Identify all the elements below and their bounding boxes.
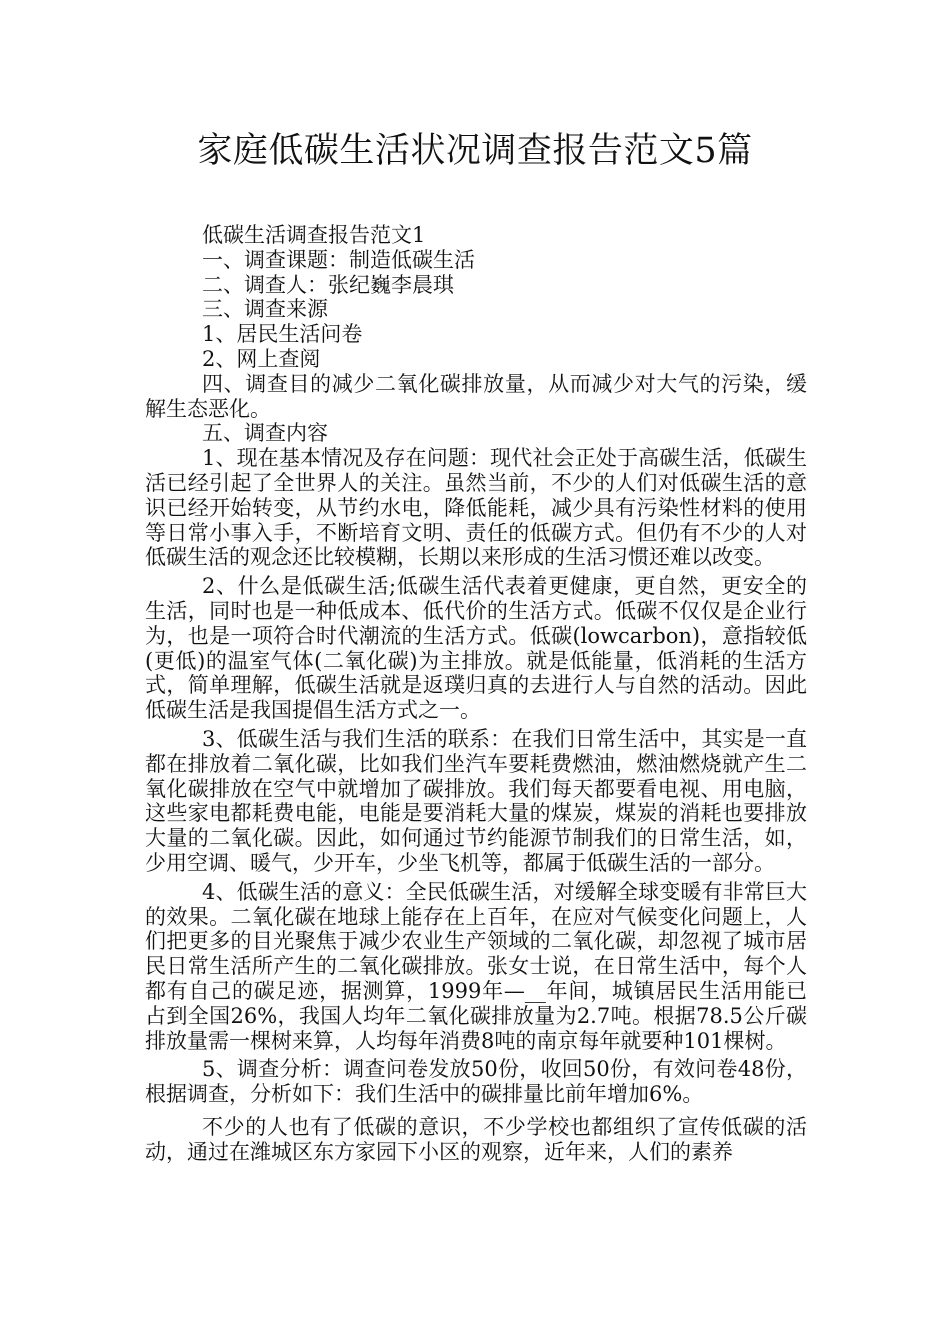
paragraph-source-2: 2、网上查阅 xyxy=(202,346,321,371)
paragraph-section-heading: 低碳生活调查报告范文1 xyxy=(202,223,426,247)
paragraph-content-3: 3、低碳生活与我们生活的联系：在我们日常生活中，其实是一直都在排放着二氧化碳，比如我们坐汽车要耗费燃油，燃油燃烧就产生二氧化碳排放在空气中就增加了碳排放。我们每天都要看电视、用电脑，这些家电都耗费电能，电能是要消耗大量的煤炭，煤炭的消耗也要排放大量的二氧化碳。因此，如何通过节约能源节制我们的日常生活，如，少用空调、暖气，少开车，少坐飞机等，都属于低碳生活的一部分。 xyxy=(145,726,807,875)
paragraph-content-2: 2、什么是低碳生活;低碳生活代表着更健康，更自然，更安全的生活，同时也是一种低成本、低代价的生活方式。低碳不仅仅是企业行为，也是一项符合时代潮流的生活方式。低碳(lowcarbon)，意指较低(更低)的温室气体(二氧化碳)为主排放。就是低能量，低消耗的生活方式，简单理解，低碳生活就是返璞归真的去进行人与自然的活动。因此低碳生活是我国提倡生活方式之一。 xyxy=(145,574,807,723)
paragraph-source-1: 1、居民生活问卷 xyxy=(202,322,363,347)
document-body xyxy=(145,223,807,1164)
paragraph-sources-heading: 三、调查来源 xyxy=(202,297,328,322)
paragraph-content-heading: 五、调查内容 xyxy=(202,421,328,446)
document-title: 家庭低碳生活状况调查报告范文5篇 xyxy=(197,131,753,171)
paragraph-investigators: 二、调查人：张纪巍李晨琪 xyxy=(202,272,454,297)
paragraph-purpose: 四、调查目的减少二氧化碳排放量，从而减少对大气的污染，缓解生态恶化。 xyxy=(145,371,807,421)
paragraph-content-4: 4、低碳生活的意义：全民低碳生活，对缓解全球变暖有非常巨大的效果。二氧化碳在地球上能存在上百年，在应对气候变化问题上，人们把更多的目光聚焦于减少农业生产领域的二氧化碳，却忽视了城市居民日常生活所产生的二氧化碳排放。张女士说，在日常生活中，每个人都有自己的碳足迹，据测算，1999年—__年间，城镇居民生活用能已占到全国26%，我国人均年二氧化碳排放量为2.7吨。根据78.5公斤碳排放量需一棵树来算，人均每年消费8吨的南京每年就要种101棵树。 xyxy=(145,879,807,1053)
paragraph-content-5: 5、调查分析：调查问卷发放50份，收回50份，有效问卷48份，根据调查，分析如下：我们生活中的碳排量比前年增加6%。 xyxy=(145,1057,807,1107)
paragraph-observation: 不少的人也有了低碳的意识，不少学校也都组织了宣传低碳的活动，通过在潍城区东方家园下小区的观察，近年来，人们的素养 xyxy=(145,1114,807,1164)
paragraph-content-1: 1、现在基本情况及存在问题：现代社会正处于高碳生活，低碳生活已经引起了全世界人的关注。虽然当前，不少的人们对低碳生活的意识已经开始转变，从节约水电，降低能耗，减少具有污染性材料的使用等日常小事入手，不断培育文明、责任的低碳方式。但仍有不少的人对低碳生活的观念还比较模糊，长期以来形成的生活习惯还难以改变。 xyxy=(145,446,807,570)
paragraph-topic: 一、调查课题：制造低碳生活 xyxy=(202,247,475,272)
